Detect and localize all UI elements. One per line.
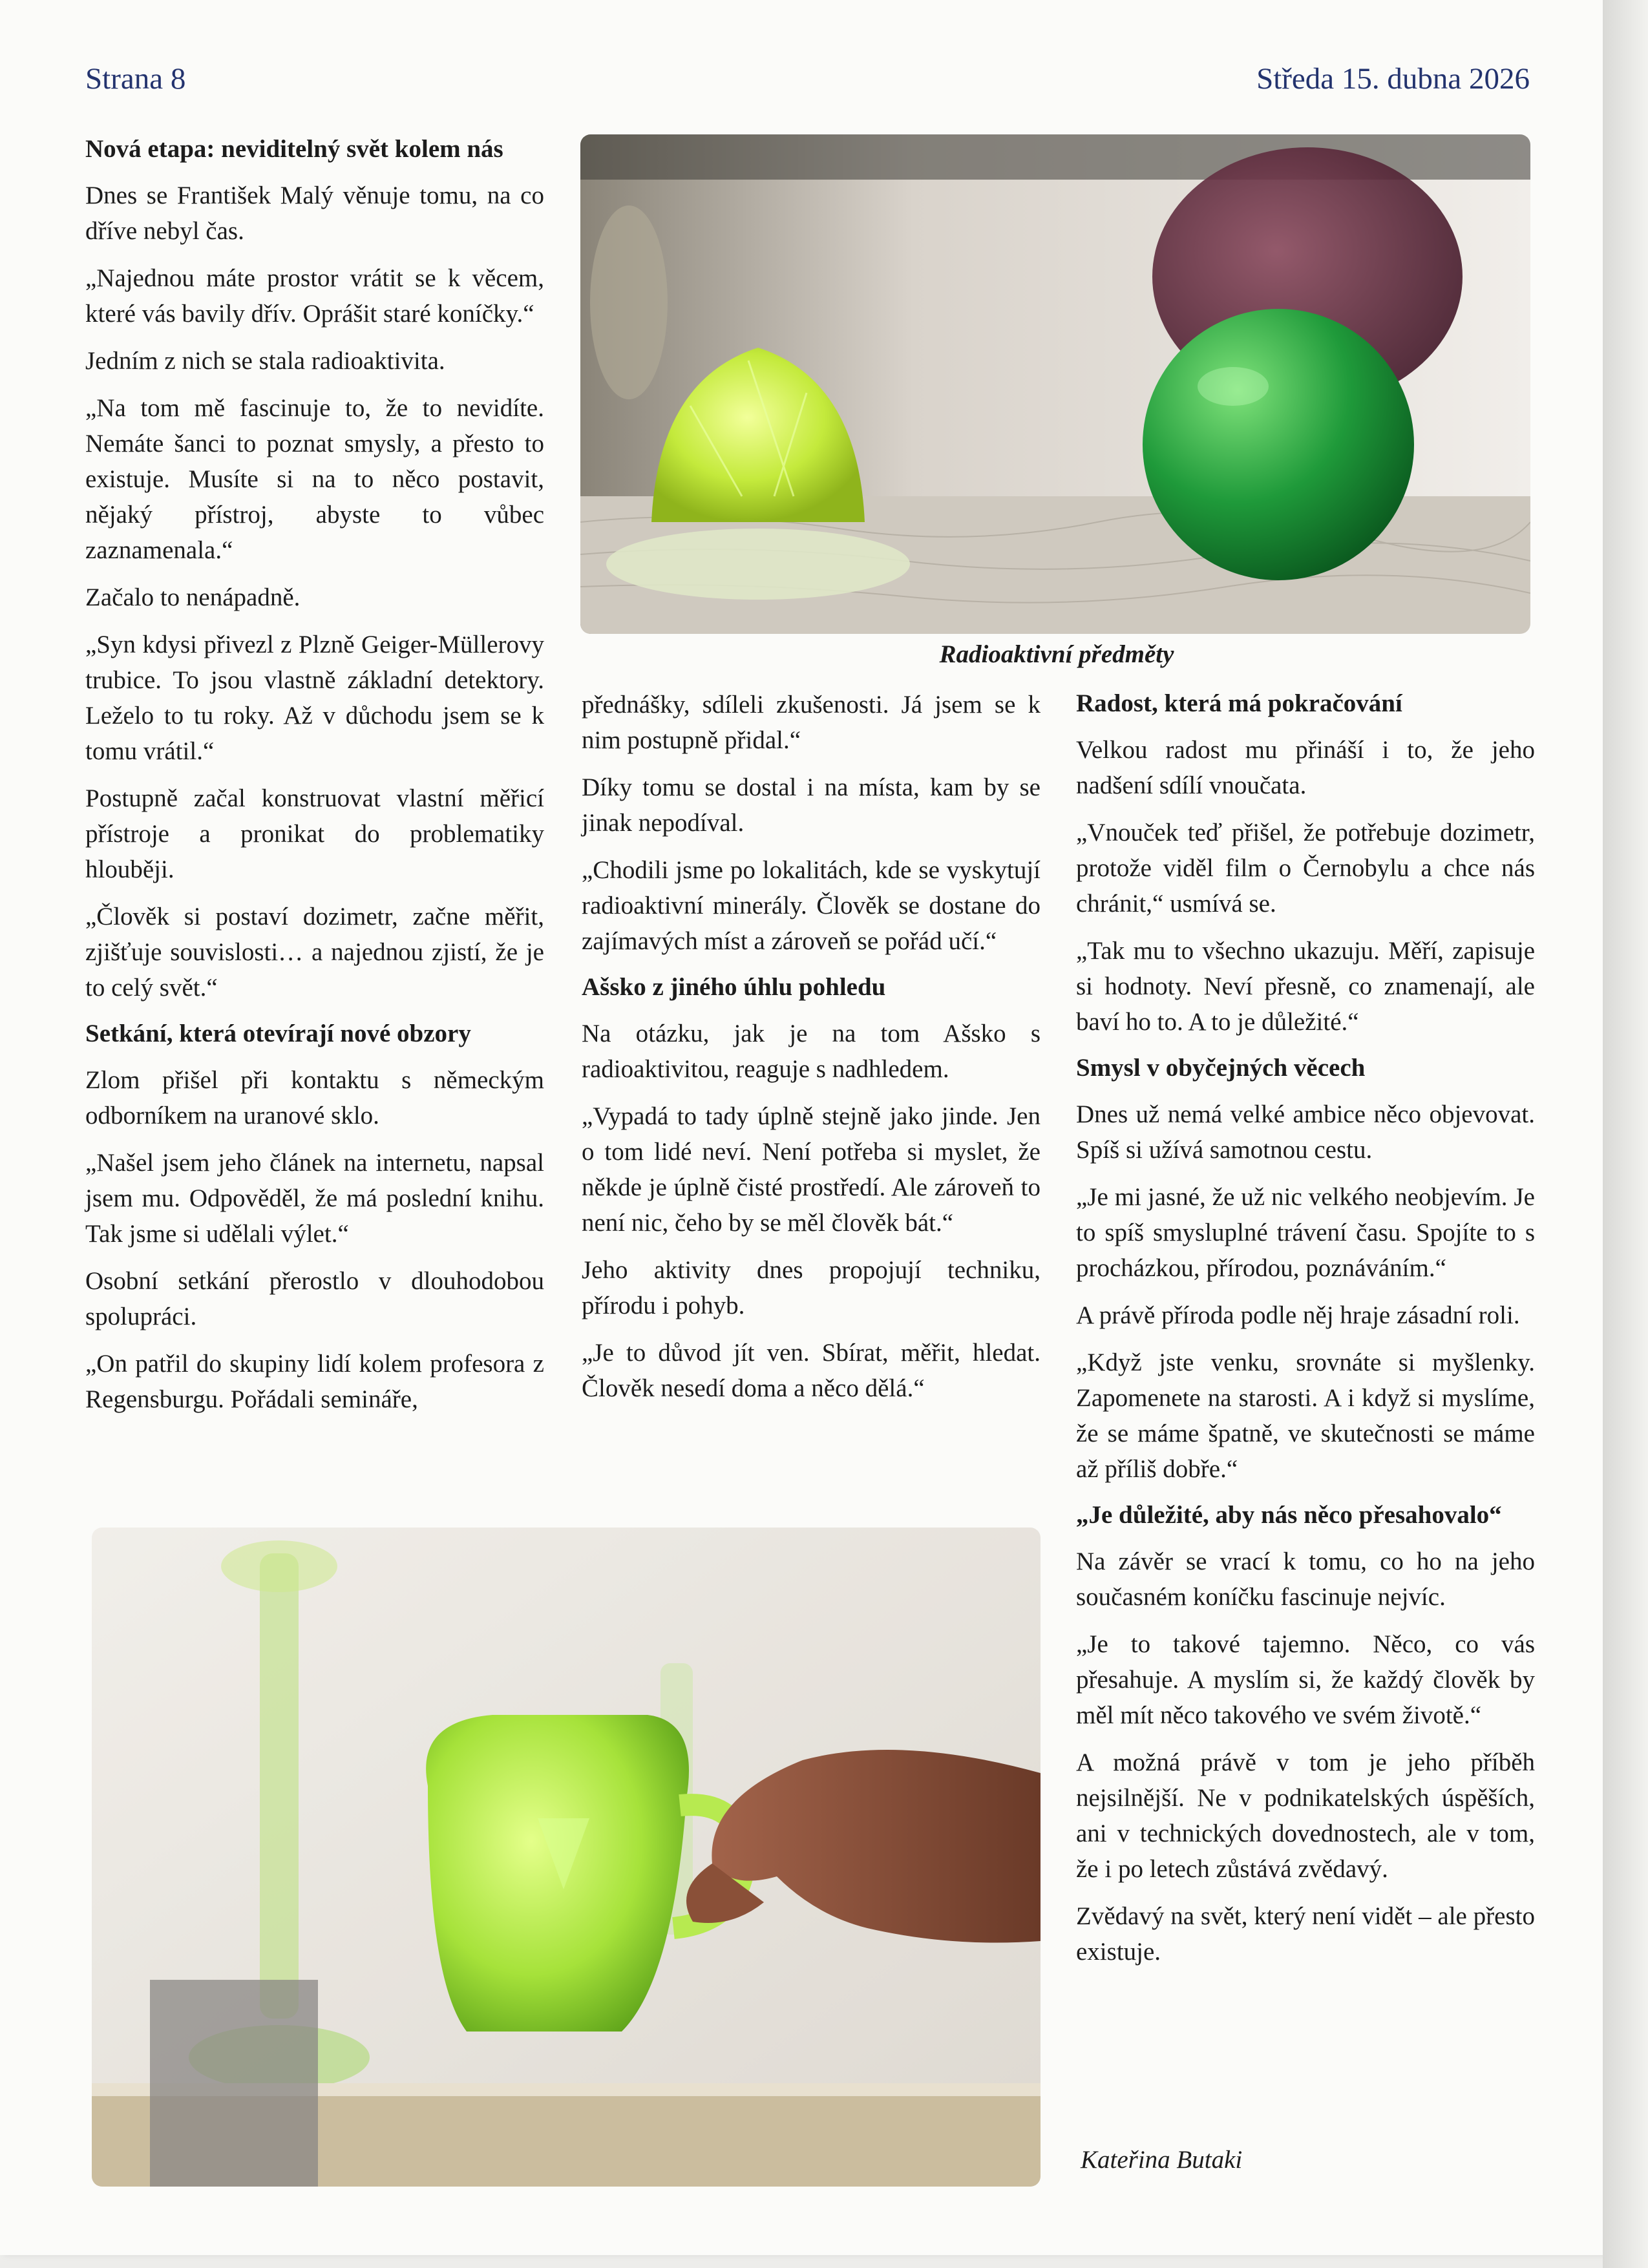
issue-date: Středa 15. dubna 2026 bbox=[1256, 62, 1530, 96]
paragraph: Postupně začal konstruovat vlastní měřicí přístroje a pronikat do problematiky hlouběji. bbox=[85, 784, 544, 883]
paragraph: „Vypadá to tady úplně stejně jako jinde. Jen o tom lidé neví. Není potřeba si myslet, že někde je úplně čisté prostředí. Ale zároveň to není nic, čeho by se měl člověk bát.“ bbox=[582, 1102, 1041, 1237]
paragraph: A právě příroda podle něj hraje zásadní roli. bbox=[1076, 1301, 1520, 1329]
paragraph: Velkou radost mu přináší i to, že jeho nadšení sdílí vnoučata. bbox=[1076, 736, 1535, 799]
section-heading: „Je důležité, aby nás něco přesahovalo“ bbox=[1076, 1501, 1502, 1529]
article-column-3 bbox=[1076, 687, 1535, 1981]
paragraph: „Když jste venku, srovnáte si myšlenky. Zapomenete na starosti. A i když si myslíme, že se máme špatně, ve skutečnosti se máme až příliš dobře.“ bbox=[1076, 1349, 1535, 1483]
page-edge bbox=[1603, 0, 1648, 2268]
paragraph: Dnes už nemá velké ambice něco objevovat. Spíš si užívá samotnou cestu. bbox=[1076, 1100, 1535, 1164]
article-column-2 bbox=[582, 687, 1041, 1418]
paragraph: „Člověk si postaví dozimetr, začne měřit, zjišťuje souvislosti… a najednou zjistí, že je to celý svět.“ bbox=[85, 903, 544, 1002]
paragraph: Na závěr se vrací k tomu, co ho na jeho současném koníčku fascinuje nejvíc. bbox=[1076, 1548, 1535, 1611]
paragraph: „Našel jsem jeho článek na internetu, napsal jsem mu. Odpověděl, že má poslední knihu. Tak jsme si udělali výlet.“ bbox=[85, 1149, 544, 1248]
paragraph: „Je to takové tajemno. Něco, co vás přesahuje. A myslím si, že každý člověk by měl mít něco takového ve svém životě.“ bbox=[1076, 1630, 1535, 1729]
author-byline: Kateřina Butaki bbox=[1081, 2146, 1243, 2174]
paragraph: „Syn kdysi přivezl z Plzně Geiger-Müllerovy trubice. To jsou vlastně základní detektory. Leželo to tu roky. Až v důchodu jsem se k tomu vrátil.“ bbox=[85, 631, 544, 765]
paragraph: Na otázku, jak je na tom Ašsko s radioaktivitou, reaguje s nadhledem. bbox=[582, 1020, 1041, 1083]
paragraph: Zlom přišel při kontaktu s německým odborníkem na uranové sklo. bbox=[85, 1066, 544, 1129]
paragraph: „Je mi jasné, že už nic velkého neobjevím. Je to spíš smysluplné trávení času. Spojíte to s procházkou, přírodou, poznáváním.“ bbox=[1076, 1183, 1535, 1282]
section-heading: Setkání, která otevírají nové obzory bbox=[85, 1020, 471, 1047]
section-heading: Smysl v obyčejných věcech bbox=[1076, 1054, 1366, 1082]
paragraph: „Tak mu to všechno ukazuju. Měří, zapisuje si hodnoty. Neví přesně, co znamenají, ale baví ho to. A to je důležité.“ bbox=[1076, 937, 1535, 1036]
paragraph: Dnes se František Malý věnuje tomu, na co dříve nebyl čas. bbox=[85, 182, 544, 245]
section-heading: Nová etapa: neviditelný svět kolem nás bbox=[85, 135, 503, 163]
paragraph: Začalo to nenápadně. bbox=[85, 583, 301, 611]
paragraph: Osobní setkání přerostlo v dlouhodobou spolupráci. bbox=[85, 1267, 544, 1330]
section-heading: Ašsko z jiného úhlu pohledu bbox=[582, 973, 886, 1001]
photo-uranium-glass-cup bbox=[92, 1528, 1041, 2187]
paragraph: „Je to důvod jít ven. Sbírat, měřit, hledat. Člověk nesedí doma a něco dělá.“ bbox=[582, 1339, 1041, 1402]
photo-caption: Radioaktivní předměty bbox=[939, 640, 1174, 668]
paragraph: Zvědavý na svět, který není vidět – ale přesto existuje. bbox=[1076, 1902, 1535, 1966]
paragraph: Jeho aktivity dnes propojují techniku, přírodu i pohyb. bbox=[582, 1256, 1041, 1319]
page-number: Strana 8 bbox=[85, 62, 186, 96]
photo-radioactive-objects bbox=[580, 134, 1530, 634]
paragraph: „Najednou máte prostor vrátit se k věcem, které vás bavily dřív. Oprášit staré koníčky.“ bbox=[85, 264, 544, 328]
section-heading: Radost, která má pokračování bbox=[1076, 689, 1402, 717]
paragraph: přednášky, sdíleli zkušenosti. Já jsem se k nim postupně přidal.“ bbox=[582, 691, 1041, 754]
article-column-1 bbox=[85, 132, 544, 1429]
paragraph: „Vnouček teď přišel, že potřebuje dozimetr, protože viděl film o Černobylu a chce nás chránit,“ usmívá se. bbox=[1076, 819, 1535, 918]
paragraph: „Chodili jsme po lokalitách, kde se vyskytují radioaktivní minerály. Člověk se dostane do zajímavých míst a zároveň se pořád učí.“ bbox=[582, 856, 1041, 955]
paragraph: Díky tomu se dostal i na místa, kam by se jinak nepodíval. bbox=[582, 773, 1041, 837]
paragraph: „Na tom mě fascinuje to, že to nevidíte. Nemáte šanci to poznat smysly, a přesto to existuje. Musíte si na to něco postavit, nějaký přístroj, abyste to vůbec zaznamenala.“ bbox=[85, 394, 544, 564]
paragraph: Jedním z nich se stala radioaktivita. bbox=[85, 347, 445, 375]
paragraph: A možná právě v tom je jeho příběh nejsilnější. Ne v podnikatelských úspěších, ani v technických dovednostech, ale v tom, že i po letech zůstává zvědavý. bbox=[1076, 1748, 1535, 1883]
paragraph: „On patřil do skupiny lidí kolem profesora z Regensburgu. Pořádali semináře, bbox=[85, 1350, 544, 1413]
